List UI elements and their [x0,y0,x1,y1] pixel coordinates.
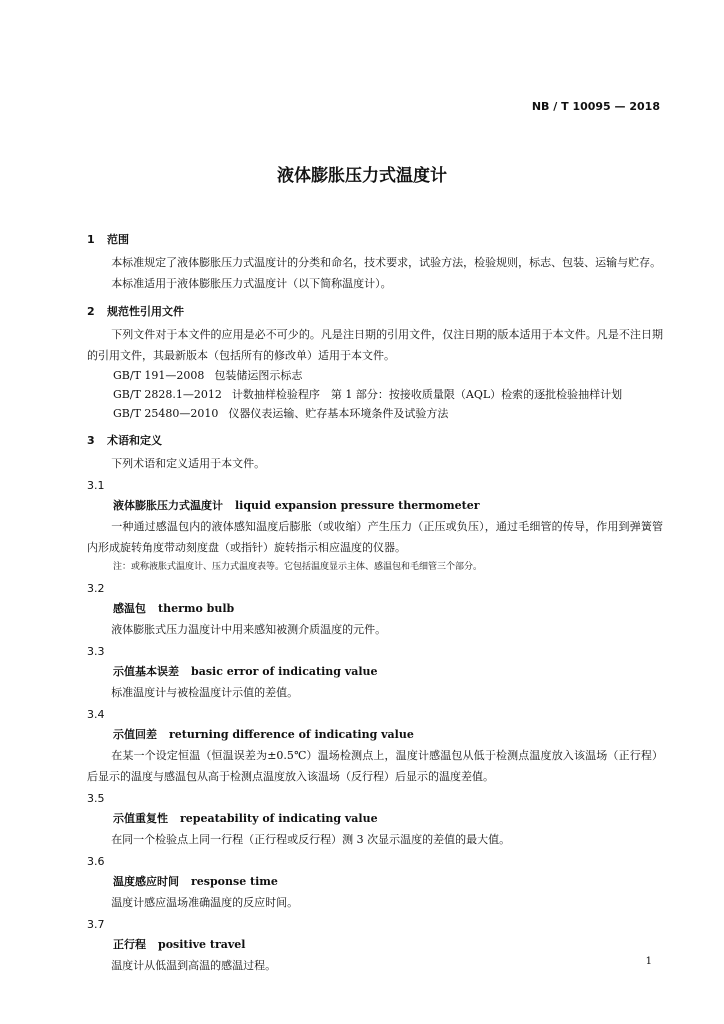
section-1-heading [87,232,663,248]
section-title: 范围 [107,233,129,246]
term-heading [87,598,663,619]
term-chinese: 示值基本误差 [113,665,179,678]
reference-title: 计数抽样检验程序 第 1 部分：按接收质量限（AQL）检索的逐批检验抽样计划 [231,388,623,401]
term-english: repeatability of indicating value [180,812,378,825]
term-chinese: 液体膨胀压力式温度计 [113,499,223,512]
term-number: 3.1 [87,479,105,492]
reference-item [87,404,663,423]
term-number: 3.2 [87,582,105,595]
section-3-heading [87,433,663,449]
term-number: 3.4 [87,708,105,721]
term-number: 3.7 [87,918,105,931]
term-english: returning difference of indicating value [169,728,414,741]
term-chinese: 示值重复性 [113,812,168,825]
term-number: 3.6 [87,855,105,868]
term-heading [87,661,663,682]
paragraph: 下列文件对于本文件的应用是必不可少的。凡是注日期的引用文件，仅注日期的版本适用于本文件。凡是不注日期的引用文件，其最新版本（包括所有的修改单）适用于本文件。 [87,328,663,362]
reference-code: GB/T 191—2008 [113,369,205,382]
document-body [87,232,663,976]
section-title: 规范性引用文件 [107,305,184,318]
term-chinese: 示值回差 [113,728,157,741]
term-heading [87,724,663,745]
term-heading [87,495,663,516]
term-chinese: 正行程 [113,938,146,951]
document-title: 液体膨胀压力式温度计 [277,166,447,186]
term-heading [87,934,663,955]
reference-code: GB/T 2828.1—2012 [113,388,222,401]
term-english: response time [191,875,278,888]
term-heading [87,808,663,829]
term-definition: 温度计感应温场准确温度的反应时间。 [111,896,299,909]
section-number: 3 [87,434,95,447]
paragraph: 本标准规定了液体膨胀压力式温度计的分类和命名，技术要求，试验方法，检验规则，标志、包装、运输与贮存。 [111,256,662,269]
term-definition: 在某一个设定恒温（恒温误差为±0.5℃）温场检测点上，温度计感温包从低于检测点温度放入该温场（正行程）后显示的温度与感温包从高于检测点温度放入该温场（反行程）后显示的温度差值。 [87,749,663,783]
term-number: 3.5 [87,792,105,805]
term-definition: 标准温度计与被检温度计示值的差值。 [111,686,299,699]
term-definition: 在同一个检验点上同一行程（正行程或反行程）测 3 次显示温度的差值的最大值。 [111,833,511,846]
term-definition: 温度计从低温到高温的感温过程。 [111,959,277,972]
standard-number: NB / T 10095 — 2018 [531,100,660,113]
term-heading [87,871,663,892]
term-english: liquid expansion pressure thermometer [235,499,480,512]
term-definition: 液体膨胀式压力温度计中用来感知被测介质温度的元件。 [111,623,387,636]
reference-title: 仪器仪表运输、贮存基本环境条件及试验方法 [228,407,449,420]
reference-title: 包装储运图示标志 [214,369,303,382]
paragraph: 本标准适用于液体膨胀压力式温度计（以下简称温度计）。 [111,277,392,290]
section-number: 2 [87,305,95,318]
section-title: 术语和定义 [107,434,162,447]
term-chinese: 温度感应时间 [113,875,179,888]
term-definition: 一种通过感温包内的液体感知温度后膨胀（或收缩）产生压力（正压或负压），通过毛细管的传导，作用到弹簧管内形成旋转角度带动刻度盘（或指针）旋转指示相应温度的仪器。 [87,520,663,554]
reference-item [87,385,663,404]
term-note: 注：或称液胀式温度计、压力式温度表等。它包括温度显示主体、感温包和毛细管三个部分。 [113,562,483,572]
term-english: positive travel [158,938,246,951]
section-2-heading [87,304,663,320]
term-english: thermo bulb [158,602,235,615]
section-number: 1 [87,233,95,246]
term-chinese: 感温包 [113,602,146,615]
paragraph: 下列术语和定义适用于本文件。 [111,457,266,470]
reference-code: GB/T 25480—2010 [113,407,219,420]
page-number: 1 [645,956,652,967]
term-english: basic error of indicating value [191,665,378,678]
reference-item [87,366,663,385]
term-number: 3.3 [87,645,105,658]
